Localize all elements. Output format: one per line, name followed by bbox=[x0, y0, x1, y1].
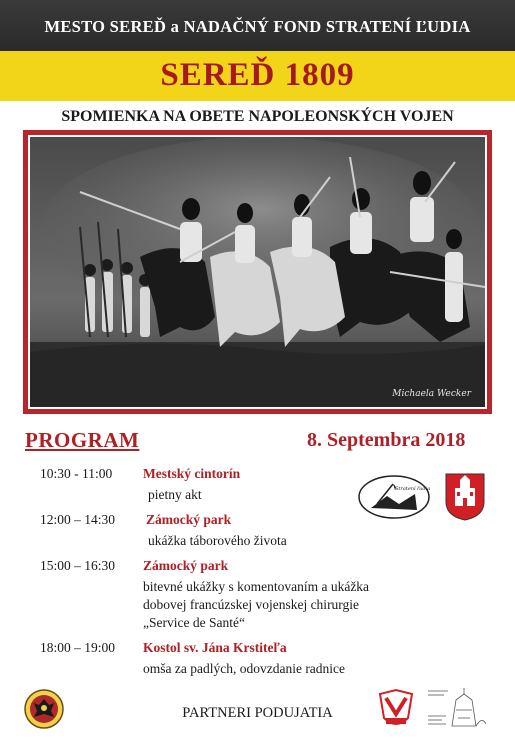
program-time: 10:30 - 11:00 bbox=[40, 466, 113, 481]
program-place: Mestský cintorín bbox=[143, 466, 241, 481]
city-crest bbox=[444, 472, 486, 522]
event-date: 8. Septembra 2018 bbox=[307, 429, 466, 451]
program-place: Kostol sv. Jána Krstiteľa bbox=[143, 640, 287, 655]
battle-photo-frame bbox=[23, 130, 492, 414]
program-desc bbox=[148, 532, 287, 550]
photo-credit: Michaela Wecker bbox=[392, 389, 471, 399]
partners-label: PARTNERI PODUJATIA bbox=[182, 705, 333, 721]
program-place: Zámocký park bbox=[146, 512, 232, 527]
program-desc-line: dobovej francúzskej vojenskej chirurgie bbox=[143, 597, 360, 612]
stratení-ludia-logo bbox=[357, 474, 431, 520]
program-desc-line: ukážka táborového života bbox=[148, 533, 287, 548]
program-place: Zámocký park bbox=[143, 558, 229, 573]
event-subtitle: SPOMIENKA NA OBETE NAPOLEONSKÝCH VOJEN bbox=[61, 108, 454, 125]
city-crest-icon bbox=[444, 472, 486, 522]
program-desc bbox=[143, 578, 369, 632]
battle-photo bbox=[28, 135, 487, 409]
program-heading: PROGRAM bbox=[25, 428, 140, 452]
program-time: 15:00 – 16:30 bbox=[40, 558, 116, 573]
event-title: SEREĎ 1809 bbox=[160, 57, 355, 93]
program-desc bbox=[143, 660, 345, 678]
organizers-line: MESTO SEREĎ a NADAČNÝ FOND STRATENÍ ĽUDIA bbox=[44, 17, 471, 36]
program-desc-line: omša za padlých, odovzdanie radnice bbox=[143, 661, 346, 676]
program-desc bbox=[148, 486, 202, 504]
program-time: 18:00 – 19:00 bbox=[40, 640, 116, 655]
program-desc-line: pietny akt bbox=[148, 487, 202, 502]
program-time: 12:00 – 14:30 bbox=[40, 512, 116, 527]
program-desc-line: bitevné ukážky s komentovaním a ukážka bbox=[143, 579, 370, 594]
program-desc-line: „Service de Santé“ bbox=[143, 615, 245, 630]
cavalry-charge-image bbox=[30, 137, 485, 407]
ngo-logo-text: Stratení ľudia bbox=[395, 486, 431, 492]
book-and-quill-icon bbox=[357, 474, 431, 520]
